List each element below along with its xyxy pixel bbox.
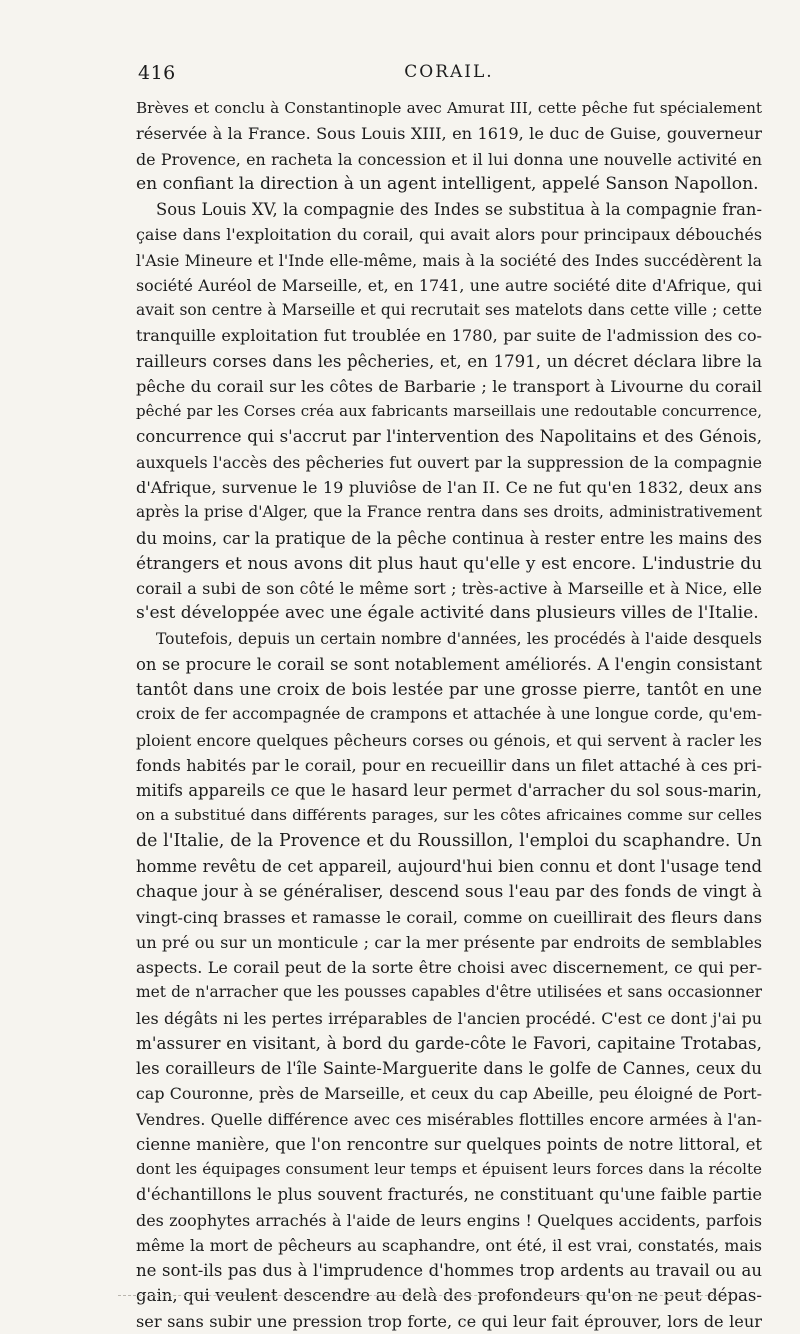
text-line: d'Afrique, survenue le 19 pluviôse de l'an II. Ce ne fut qu'en 1832, deux ans	[136, 477, 762, 497]
text-line: cap Couronne, près de Marseille, et ceux du cap Abeille, peu éloigné de Port-	[136, 1084, 762, 1104]
text-line: de l'Italie, de la Provence et du Roussillon, l'emploi du scaphandre. Un	[136, 830, 762, 851]
text-line: fonds habités par le corail, pour en recueillir dans un filet attaché à ces pri-	[136, 755, 762, 775]
text-line: Toutefois, depuis un certain nombre d'années, les procédés à l'aide desquels	[156, 629, 762, 648]
text-line: un pré ou sur un monticule ; car la mer présente par endroits de semblables	[136, 932, 762, 952]
page-header	[138, 62, 760, 92]
text-line: ploient encore quelques pêcheurs corses ou génois, et qui servent à racler les	[136, 730, 762, 750]
text-line: l'Asie Mineure et l'Inde elle-même, mais à la société des Indes succédèrent la	[136, 250, 762, 270]
text-line: tranquille exploitation fut troublée en 1780, par suite de l'admission des co-	[136, 326, 762, 346]
text-line: réservée à la France. Sous Louis XIII, en 1619, le duc de Guise, gouverneur	[136, 124, 762, 144]
text-line: dont les équipages consument leur temps et épuisent leurs forces dans la récolte	[136, 1160, 762, 1179]
text-line: aspects. Le corail peut de la sorte être choisi avec discernement, ce qui per-	[136, 958, 762, 978]
text-line: après la prise d'Alger, que la France rentra dans ses droits, administrativement	[136, 503, 762, 522]
text-line: en confiant la direction à un agent intelligent, appelé Sanson Napollon.	[136, 173, 759, 194]
text-line: met de n'arracher que les pousses capables d'être utilisées et sans occasionner	[136, 983, 762, 1002]
text-line: concurrence qui s'accrut par l'intervention des Napolitains et des Génois,	[136, 427, 762, 447]
text-line: on a substitué dans différents parages, sur les côtes africaines comme sur celles	[136, 806, 762, 825]
text-line: çaise dans l'exploitation du corail, qui avait alors pour principaux débouchés	[136, 225, 762, 245]
text-line: Vendres. Quelle différence avec ces misérables flottilles encore armées à l'an-	[136, 1109, 762, 1129]
text-line: auxquels l'accès des pêcheries fut ouvert par la suppression de la compagnie	[136, 452, 762, 472]
text-line: chaque jour à se généraliser, descend sous l'eau par des fonds de vingt à	[136, 881, 762, 902]
text-line: Sous Louis XV, la compagnie des Indes se substitua à la compagnie fran-	[156, 200, 762, 220]
text-line: étrangers et nous avons dit plus haut qu'elle y est encore. L'industrie du	[136, 552, 762, 573]
page-number: 416	[138, 62, 176, 84]
text-line: cienne manière, que l'on rencontre sur quelques points de notre littoral, et	[136, 1134, 762, 1154]
footer-rule	[118, 1295, 718, 1296]
text-line: les corailleurs de l'île Sainte-Marguerite dans le golfe de Cannes, ceux du	[136, 1059, 762, 1079]
text-line: railleurs corses dans les pêcheries, et, en 1791, un décret déclara libre la	[136, 351, 762, 371]
text-line: croix de fer accompagnée de crampons et attachée à une longue corde, qu'em-	[136, 705, 762, 724]
text-line: avait son centre à Marseille et qui recrutait ses matelots dans cette ville ; cette	[136, 301, 762, 320]
text-line: du moins, car la pratique de la pêche continua à rester entre les mains des	[136, 528, 762, 548]
text-line: s'est développée avec une égale activité dans plusieurs villes de l'Italie.	[136, 603, 759, 624]
text-line: tantôt dans une croix de bois lestée par une grosse pierre, tantôt en une	[136, 679, 762, 700]
text-line: m'assurer en visitant, à bord du garde-côte le Favori, capitaine Trotabas,	[136, 1032, 762, 1053]
text-line: société Auréol de Marseille, et, en 1741, une autre société dite d'Afrique, qui	[136, 275, 762, 295]
text-line: d'échantillons le plus souvent fracturés, ne constituant qu'une faible partie	[136, 1185, 762, 1205]
text-line: ne sont-ils pas dus à l'imprudence d'hommes trop ardents au travail ou au	[136, 1261, 762, 1281]
text-line: mitifs appareils ce que le hasard leur permet d'arracher du sol sous-marin,	[136, 781, 762, 801]
text-line: pêche du corail sur les côtes de Barbarie ; le transport à Livourne du corail	[136, 376, 762, 396]
text-line: homme revêtu de cet appareil, aujourd'hui bien connu et dont l'usage tend	[136, 856, 762, 876]
text-line: ser sans subir une pression trop forte, ce qui leur fait éprouver, lors de leur	[136, 1311, 762, 1331]
body-text	[136, 96, 762, 1334]
text-line: on se procure le corail se sont notablement améliorés. A l'engin consistant	[136, 654, 762, 674]
text-line: des zoophytes arrachés à l'aide de leurs engins ! Quelques accidents, parfois	[136, 1210, 762, 1230]
text-line: gain, qui veulent descendre au delà des profondeurs qu'on ne peut dépas-	[136, 1286, 762, 1306]
text-line: de Provence, en racheta la concession et il lui donna une nouvelle activité en	[136, 149, 762, 169]
text-line: les dégâts ni les pertes irréparables de l'ancien procédé. C'est ce dont j'ai pu	[136, 1008, 762, 1028]
text-line: Brèves et conclu à Constantinople avec Amurat III, cette pêche fut spécialement	[136, 99, 762, 117]
text-line: pêché par les Corses créa aux fabricants marseillais une redoutable concurrence,	[136, 402, 762, 421]
text-line: corail a subi de son côté le même sort ; très-active à Marseille et à Nice, elle	[136, 579, 762, 599]
text-line: même la mort de pêcheurs au scaphandre, ont été, il est vrai, constatés, mais	[136, 1235, 762, 1255]
running-title: CORAIL.	[404, 62, 494, 82]
text-line: vingt-cinq brasses et ramasse le corail, comme on cueillirait des fleurs dans	[136, 907, 762, 927]
